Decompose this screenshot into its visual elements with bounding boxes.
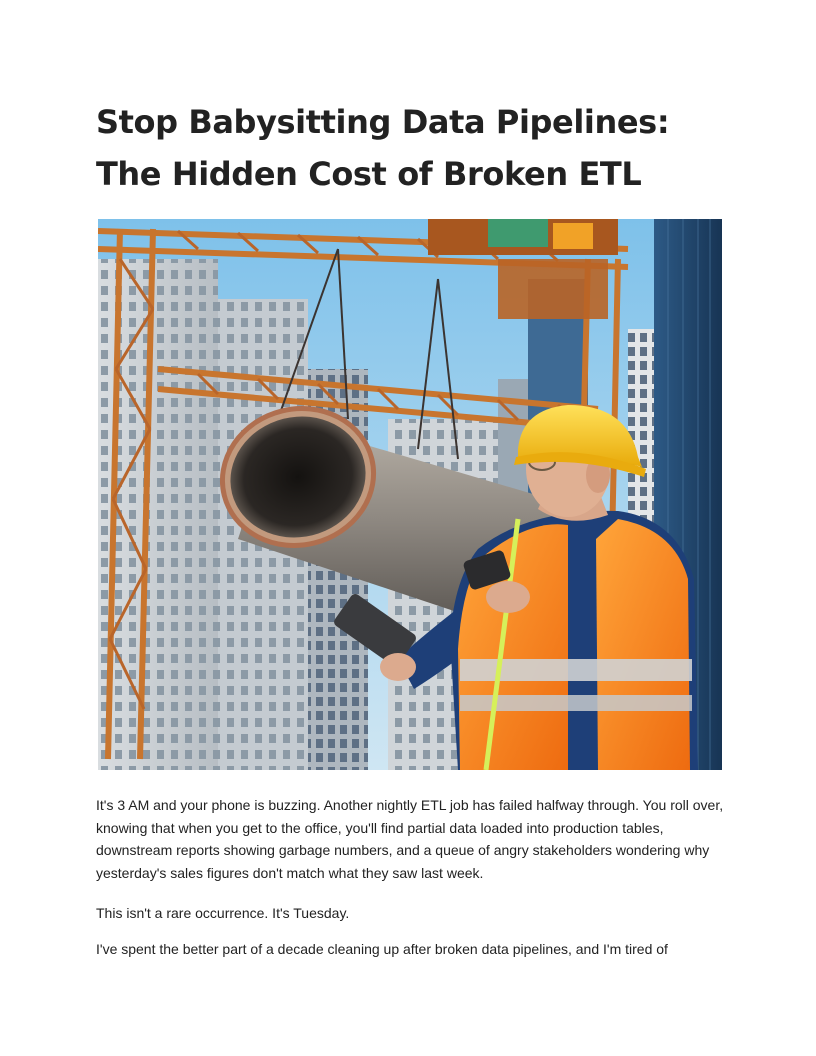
construction-worker-pipe-illustration [98,219,722,770]
hero-image [98,219,722,770]
paragraph: This isn't a rare occurrence. It's Tuesday. [96,905,350,921]
paragraph: It's 3 AM and your phone is buzzing. Another nightly ETL job has failed halfway through. You roll over, knowing that when you get to the office, you'll find partial data loaded into production tables, downstream reports showing garbage numbers, and a queue of angry stakeholders wondering why yesterday's sales figures don't match what they saw last week. [96,797,724,881]
article-title: Stop Babysitting Data Pipelines: The Hidden Cost of Broken ETL [96,103,670,193]
paragraph: I've spent the better part of a decade cleaning up after broken data pipelines, and I'm tired of [96,941,668,957]
